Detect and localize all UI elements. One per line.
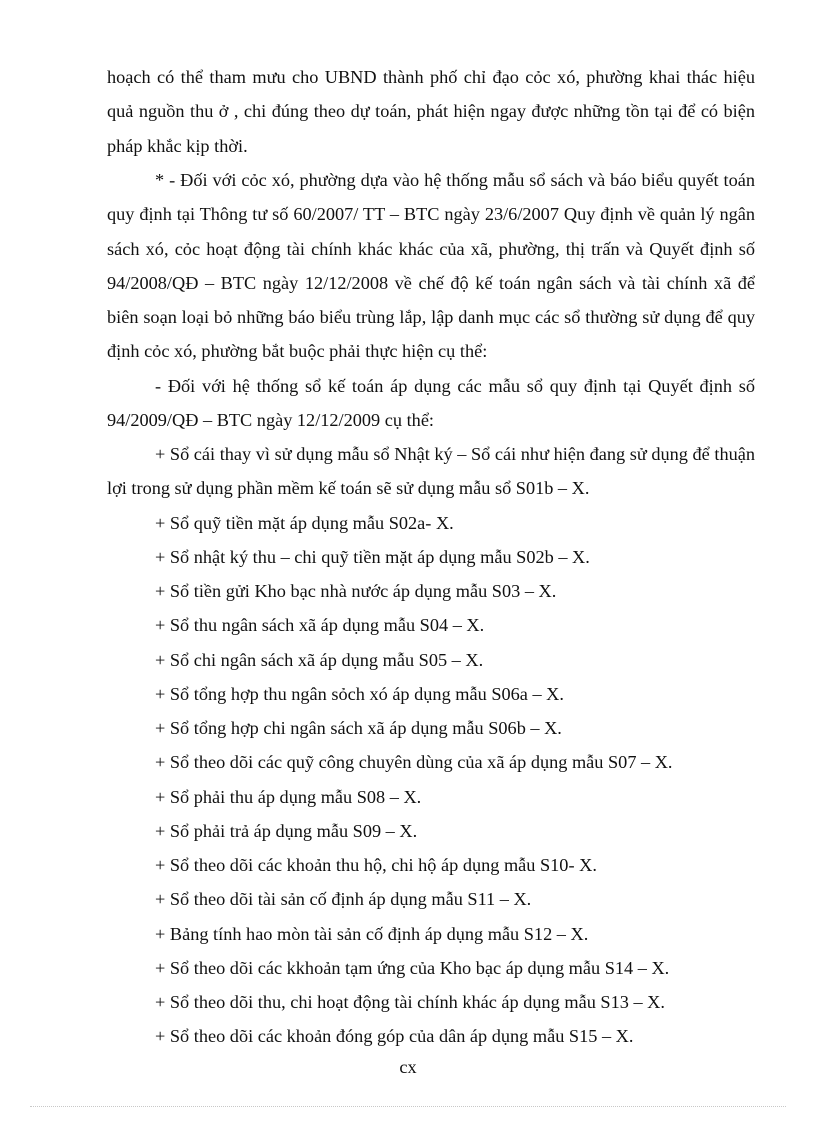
paragraph-commune-reporting: * - Đối với cỏc xó, phường dựa vào hệ thống mẫu sổ sách và báo biểu quyết toán quy định tại Thông tư số 60/2007/ TT – BTC ngày 23/6/2007 Quy định về quản lý ngân sách xó, cỏc hoạt động tài chính khác khác của xã, phường, thị trấn và Quyết định số 94/2008/QĐ – BTC ngày 12/12/2008 về chế độ kế toán ngân sách và tài chính xã để biên soạn loại bỏ những báo biểu trùng lắp, lập danh mục các sổ thường sử dụng để quy định cỏc xó, phường bắt buộc phải thực hiện cụ thể: (107, 170, 755, 362)
list-item: + Bảng tính hao mòn tài sản cố định áp dụng mẫu S12 – X. (155, 924, 589, 944)
list-item: + Sổ phải thu áp dụng mẫu S08 – X. (155, 787, 422, 807)
list-item: + Sổ theo dõi các quỹ công chuyên dùng của xã áp dụng mẫu S07 – X. (155, 752, 673, 772)
list-item: + Sổ theo dõi các khoản thu hộ, chi hộ áp dụng mẫu S10- X. (155, 855, 597, 875)
list-item: + Sổ tiền gửi Kho bạc nhà nước áp dụng mẫu S03 – X. (155, 581, 557, 601)
paragraph-accounting-system: - Đối với hệ thống sổ kế toán áp dụng các mẫu sổ quy định tại Quyết định số 94/2009/QĐ – BTC ngày 12/12/2009 cụ thể: (107, 376, 755, 431)
list-item: + Sổ quỹ tiền mặt áp dụng mẫu S02a- X. (155, 513, 454, 533)
page-bottom-divider (30, 1106, 786, 1107)
list-item: + Sổ theo dõi các khoản đóng góp của dân áp dụng mẫu S15 – X. (155, 1026, 634, 1046)
list-item: + Sổ theo dõi tài sản cố định áp dụng mẫu S11 – X. (155, 889, 532, 909)
list-item: + Sổ thu ngân sách xã áp dụng mẫu S04 – X. (155, 615, 485, 635)
list-item: + Sổ tổng hợp chi ngân sách xã áp dụng mẫu S06b – X. (155, 718, 562, 738)
page-number: cx (399, 1057, 417, 1077)
paragraph-general-ledger: + Sổ cái thay vì sử dụng mẫu sổ Nhật ký – Sổ cái như hiện đang sử dụng để thuận lợi trong sử dụng phần mềm kế toán sẽ sử dụng mẫu sổ S01b – X. (107, 444, 755, 499)
list-item: + Sổ theo dõi các kkhoản tạm ứng của Kho bạc áp dụng mẫu S14 – X. (155, 958, 670, 978)
list-item: + Sổ phải trả áp dụng mẫu S09 – X. (155, 821, 418, 841)
list-item: + Sổ theo dõi thu, chi hoạt động tài chính khác áp dụng mẫu S13 – X. (155, 992, 665, 1012)
list-item: + Sổ chi ngân sách xã áp dụng mẫu S05 – X. (155, 650, 484, 670)
paragraph-intro: hoạch có thể tham mưu cho UBND thành phố chỉ đạo cỏc xó, phường khai thác hiệu quả nguồn thu ở , chi đúng theo dự toán, phát hiện ngay được những tồn tại để có biện pháp khắc kịp thời. (107, 67, 755, 156)
list-item: + Sổ nhật ký thu – chi quỹ tiền mặt áp dụng mẫu S02b – X. (155, 547, 590, 567)
list-item: + Sổ tổng hợp thu ngân sỏch xó áp dụng mẫu S06a – X. (155, 684, 564, 704)
